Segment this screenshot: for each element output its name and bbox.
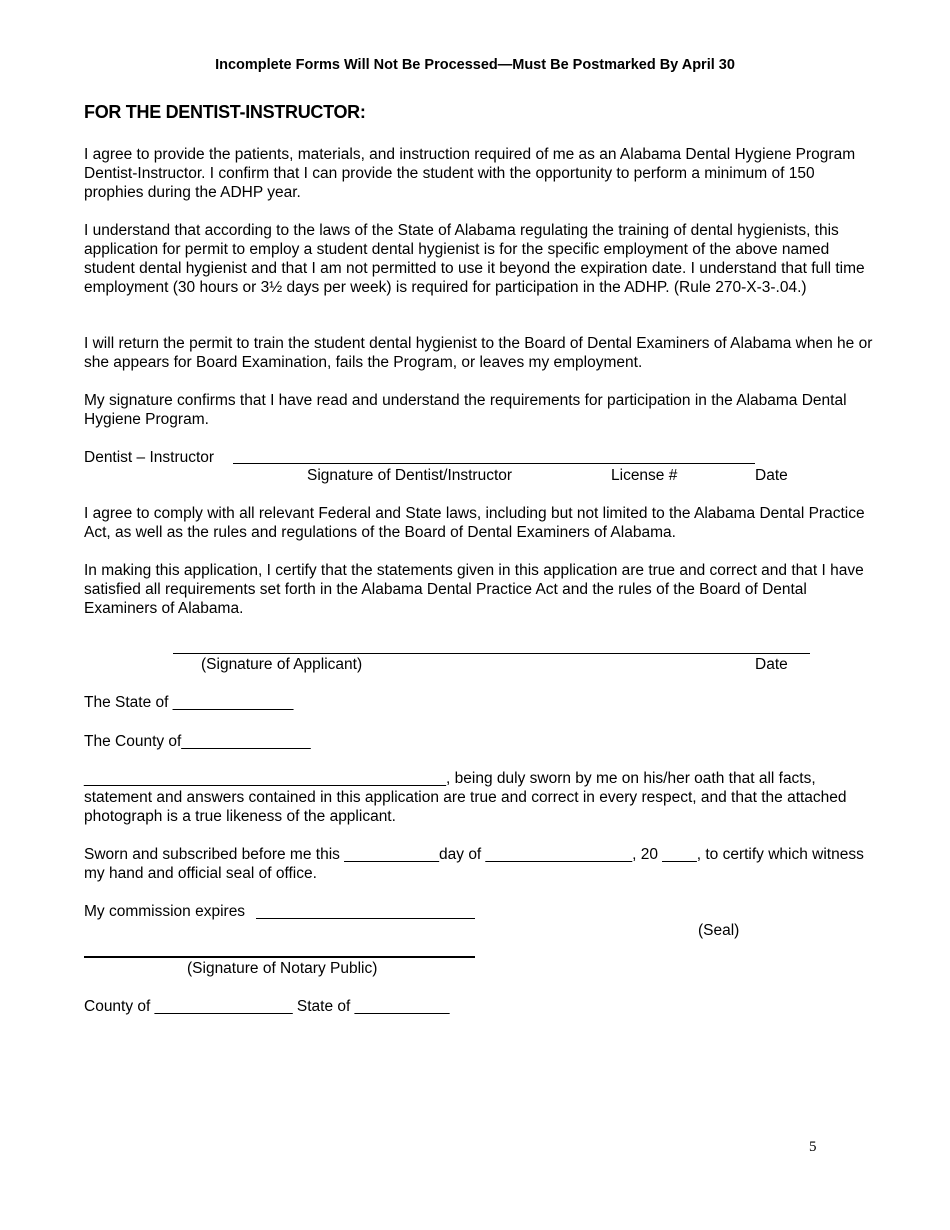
applicant-signature-caption: (Signature of Applicant) (201, 656, 363, 673)
dentist-signature-caption: Signature of Dentist/Instructor (307, 467, 513, 484)
commission-expires-label: My commission expires (84, 903, 246, 920)
commission-expires-line[interactable] (256, 918, 475, 919)
applicant-signature-line[interactable] (173, 653, 810, 654)
compliance-paragraph: I agree to comply with all relevant Federal and State laws, including but not limited to the Alabama Dental Practice Act, as well as the rules and regulations of the Board of Dental Examiners of Alabama. (84, 505, 865, 541)
sworn-statement-paragraph: __________________________________________, being duly sworn by me on his/her oath that all facts, statement and answers contained in this application are true and correct in every respect, and that the attached photograph is a true likeness of the applicant. (84, 770, 847, 825)
license-number-caption: License # (611, 467, 678, 484)
subscribed-paragraph: Sworn and subscribed before me this ___________day of _________________, 20 ____, to certify which witness my hand and official seal of office. (84, 846, 864, 882)
laws-paragraph: I understand that according to the laws of the State of Alabama regulating the training of dental hygienists, this application for permit to employ a student dental hygienist is for the specific employment of the above named student dental hygienist and that I am not permitted to use it beyond the expiration date. I understand that full time employment (30 hours or 3½ days per week) is required for participation in the ADHP. (Rule 270-X-3-.04.) (84, 222, 865, 296)
page-number: 5 (809, 1139, 817, 1155)
dentist-date-caption: Date (755, 467, 788, 484)
notary-signature-caption: (Signature of Notary Public) (187, 960, 378, 977)
dentist-instructor-label: Dentist – Instructor (84, 449, 215, 466)
notary-signature-line[interactable] (84, 956, 475, 958)
agreement-paragraph: I agree to provide the patients, materials, and instruction required of me as an Alabama Dental Hygiene Program Dentist-Instructor. I confirm that I can provide the student with the opportunity to perform a minimum of 150 prophies during the ADHP year. (84, 146, 856, 201)
county-state-field[interactable]: County of ________________ State of ___________ (84, 998, 450, 1015)
dentist-signature-line[interactable] (233, 463, 755, 464)
state-of-field[interactable]: The State of ______________ (84, 694, 294, 711)
certification-paragraph: In making this application, I certify that the statements given in this application are true and correct and that I have satisfied all requirements set forth in the Alabama Dental Practice Act and the rules of the Board of Dental Examiners of Alabama. (84, 562, 864, 617)
seal-label: (Seal) (698, 922, 740, 939)
return-permit-paragraph: I will return the permit to train the student dental hygienist to the Board of Dental Examiners of Alabama when he or she appears for Board Examination, fails the Program, or leaves my employment. (84, 335, 873, 371)
signature-confirmation-paragraph: My signature confirms that I have read and understand the requirements for participation in the Alabama Dental Hygiene Program. (84, 392, 847, 428)
submission-notice: Incomplete Forms Will Not Be Processed—Must Be Postmarked By April 30 (215, 57, 735, 73)
county-of-field[interactable]: The County of_______________ (84, 733, 311, 750)
applicant-date-caption: Date (755, 656, 788, 673)
section-heading: FOR THE DENTIST-INSTRUCTOR: (84, 102, 366, 122)
